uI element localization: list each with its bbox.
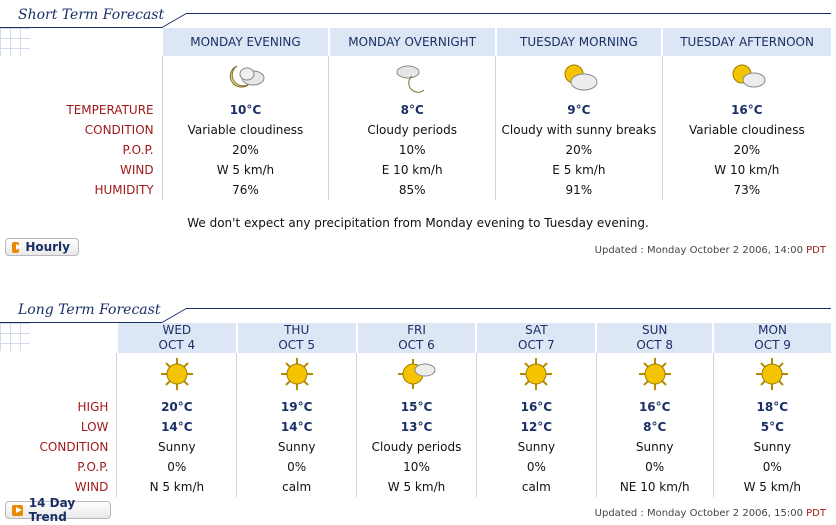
high-value: 16°C bbox=[596, 397, 713, 417]
high-value: 15°C bbox=[357, 397, 477, 417]
condition-label: CONDITION bbox=[84, 123, 154, 137]
low-value: 5°C bbox=[713, 417, 831, 437]
wind-value: W 5 km/h bbox=[162, 160, 329, 180]
sun-cloud-icon bbox=[395, 357, 439, 391]
title-underline-slant bbox=[162, 308, 187, 323]
day-date: OCT 4 bbox=[158, 338, 196, 352]
condition-value: Variable cloudiness bbox=[662, 120, 831, 140]
condition-value: Sunny bbox=[476, 437, 596, 457]
low-value: 14°C bbox=[237, 417, 357, 437]
wind-value: W 5 km/h bbox=[357, 477, 477, 497]
wind-value: W 5 km/h bbox=[713, 477, 831, 497]
sun-cloud-icon bbox=[557, 60, 601, 94]
low-label: LOW bbox=[80, 420, 109, 434]
condition-value: Sunny bbox=[713, 437, 831, 457]
wind-value: calm bbox=[476, 477, 596, 497]
temperature-label: TEMPERATURE bbox=[66, 103, 154, 117]
humidity-value: 91% bbox=[496, 180, 663, 200]
sun-icon bbox=[514, 357, 558, 391]
short-term-table bbox=[0, 28, 831, 200]
sun-icon bbox=[275, 357, 319, 391]
high-value: 16°C bbox=[476, 397, 596, 417]
humidity-label: HUMIDITY bbox=[94, 183, 154, 197]
day-name: MON bbox=[758, 323, 787, 337]
pop-value: 0% bbox=[596, 457, 713, 477]
day-date: OCT 9 bbox=[754, 338, 791, 352]
pop-value: 0% bbox=[713, 457, 831, 477]
wind-value: calm bbox=[237, 477, 357, 497]
wind-label: WIND bbox=[120, 163, 154, 177]
pop-value: 20% bbox=[662, 140, 831, 160]
low-value: 12°C bbox=[476, 417, 596, 437]
pop-value: 20% bbox=[496, 140, 663, 160]
pop-value: 10% bbox=[329, 140, 496, 160]
temperature-value: 8°C bbox=[329, 100, 496, 120]
pop-label: P.O.P. bbox=[122, 143, 154, 157]
pop-label: P.O.P. bbox=[77, 460, 109, 474]
condition-value: Cloudy with sunny breaks bbox=[496, 120, 663, 140]
wind-value: W 10 km/h bbox=[662, 160, 831, 180]
play-icon bbox=[12, 242, 19, 253]
wind-label: WIND bbox=[74, 480, 109, 494]
low-value: 14°C bbox=[117, 417, 237, 437]
temperature-value: 10°C bbox=[162, 100, 329, 120]
sun-cloud-icon bbox=[725, 60, 769, 94]
high-value: 20°C bbox=[117, 397, 237, 417]
moon-cloud-icon bbox=[223, 60, 267, 94]
14-day-trend-button-label: 14 Day Trend bbox=[28, 496, 76, 524]
long-term-title: Long Term Forecast bbox=[18, 302, 161, 318]
period-header: TUESDAY AFTERNOON bbox=[662, 28, 831, 56]
day-name: FRI bbox=[407, 323, 426, 337]
long-term-section bbox=[0, 296, 836, 525]
short-term-title: Short Term Forecast bbox=[18, 7, 165, 23]
day-date: OCT 5 bbox=[278, 338, 315, 352]
day-name: SUN bbox=[642, 323, 668, 337]
cloud-moon-icon bbox=[390, 60, 434, 94]
humidity-value: 85% bbox=[329, 180, 496, 200]
period-header: MONDAY OVERNIGHT bbox=[329, 28, 496, 56]
condition-label: CONDITION bbox=[39, 440, 109, 454]
condition-value: Cloudy periods bbox=[329, 120, 496, 140]
hourly-button[interactable] bbox=[5, 238, 79, 256]
sun-icon bbox=[155, 357, 199, 391]
high-value: 18°C bbox=[713, 397, 831, 417]
title-underline bbox=[186, 308, 831, 309]
play-icon bbox=[12, 505, 23, 516]
day-name: SAT bbox=[525, 323, 548, 337]
updated-timestamp: Updated : Monday October 2 2006, 14:00 PDT bbox=[594, 245, 826, 256]
condition-value: Variable cloudiness bbox=[162, 120, 329, 140]
condition-value: Sunny bbox=[596, 437, 713, 457]
wind-value: E 5 km/h bbox=[496, 160, 663, 180]
day-date: OCT 8 bbox=[636, 338, 673, 352]
low-value: 13°C bbox=[357, 417, 477, 437]
condition-value: Cloudy periods bbox=[357, 437, 477, 457]
humidity-value: 76% bbox=[162, 180, 329, 200]
14-day-trend-button[interactable] bbox=[5, 496, 111, 524]
sun-icon bbox=[633, 357, 677, 391]
long-term-table bbox=[0, 323, 831, 497]
updated-timestamp: Updated : Monday October 2 2006, 15:00 PDT bbox=[594, 508, 826, 519]
pop-value: 0% bbox=[237, 457, 357, 477]
pop-value: 0% bbox=[476, 457, 596, 477]
period-header: MONDAY EVENING bbox=[162, 28, 329, 56]
period-header: TUESDAY MORNING bbox=[496, 28, 663, 56]
precipitation-note: We don't expect any precipitation from Monday evening to Tuesday evening. bbox=[187, 216, 649, 230]
low-value: 8°C bbox=[596, 417, 713, 437]
condition-value: Sunny bbox=[117, 437, 237, 457]
pop-value: 10% bbox=[357, 457, 477, 477]
temperature-value: 16°C bbox=[662, 100, 831, 120]
title-underline bbox=[186, 13, 831, 14]
wind-value: NE 10 km/h bbox=[596, 477, 713, 497]
hourly-button-label: Hourly bbox=[25, 240, 70, 254]
wind-value: N 5 km/h bbox=[117, 477, 237, 497]
title-underline-slant bbox=[162, 13, 187, 28]
pop-value: 20% bbox=[162, 140, 329, 160]
condition-value: Sunny bbox=[237, 437, 357, 457]
high-label: HIGH bbox=[77, 400, 109, 414]
temperature-value: 9°C bbox=[496, 100, 663, 120]
day-date: OCT 7 bbox=[518, 338, 555, 352]
high-value: 19°C bbox=[237, 397, 357, 417]
short-term-section bbox=[0, 0, 836, 262]
day-date: OCT 6 bbox=[398, 338, 435, 352]
sun-icon bbox=[750, 357, 794, 391]
day-name: WED bbox=[162, 323, 192, 337]
wind-value: E 10 km/h bbox=[329, 160, 496, 180]
day-name: THU bbox=[284, 323, 310, 337]
humidity-value: 73% bbox=[662, 180, 831, 200]
pop-value: 0% bbox=[117, 457, 237, 477]
